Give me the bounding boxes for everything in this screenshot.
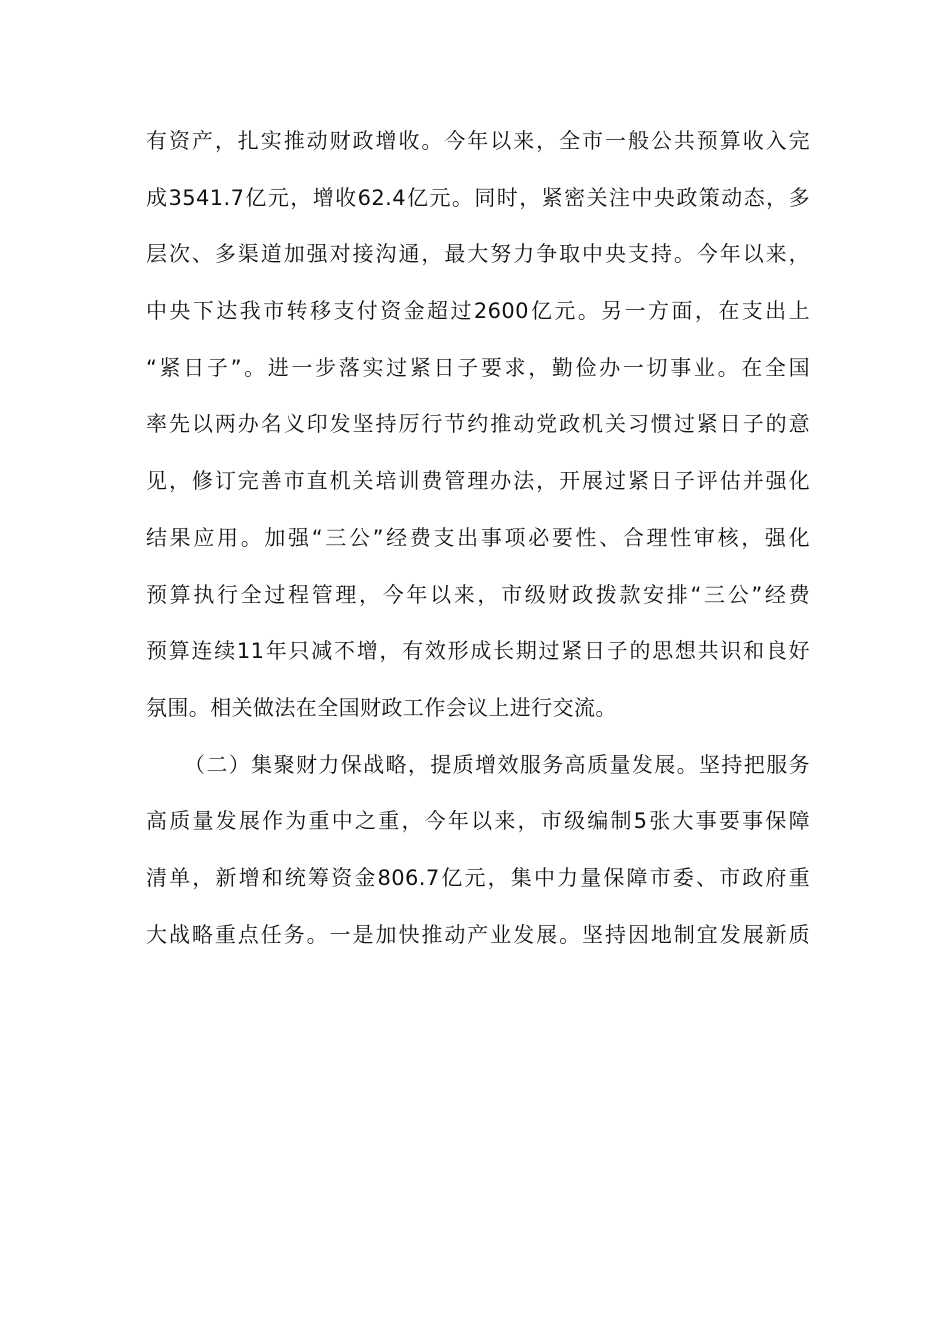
text-line: 见，修订完善市直机关培训费管理办法，开展过紧日子评估并强化 <box>146 469 810 494</box>
body-text <box>146 118 810 968</box>
text-line: 预算连续11年只减不增，有效形成长期过紧日子的思想共识和良好 <box>146 639 810 664</box>
text-line: 中央下达我市转移支付资金超过2600亿元。另一方面，在支出上 <box>146 299 810 324</box>
text-line: 高质量发展作为重中之重，今年以来，市级编制5张大事要事保障 <box>146 809 810 834</box>
text-line: 预算执行全过程管理，今年以来，市级财政拨款安排“三公”经费 <box>146 582 810 607</box>
paragraph-end-line: 氛围。相关做法在全国财政工作会议上进行交流。 <box>146 695 617 720</box>
text-line: 结果应用。加强“三公”经费支出事项必要性、合理性审核，强化 <box>146 525 810 550</box>
text-line: 层次、多渠道加强对接沟通，最大努力争取中央支持。今年以来， <box>146 242 810 267</box>
text-line: 清单，新增和统筹资金806.7亿元，集中力量保障市委、市政府重 <box>146 865 810 890</box>
text-line: 有资产，扎实推动财政增收。今年以来，全市一般公共预算收入完 <box>146 129 810 153</box>
text-line: 大战略重点任务。一是加快推动产业发展。坚持因地制宜发展新质 <box>146 922 810 947</box>
text-line: “紧日子”。进一步落实过紧日子要求，勤俭办一切事业。在全国 <box>146 355 810 380</box>
section-heading-line: （二）集聚财力保战略，提质增效服务高质量发展。坚持把服务 <box>184 752 810 777</box>
text-line: 率先以两办名义印发坚持厉行节约推动党政机关习惯过紧日子的意 <box>146 412 810 437</box>
text-line: 成3541.7亿元，增收62.4亿元。同时，紧密关注中央政策动态，多 <box>146 185 810 210</box>
